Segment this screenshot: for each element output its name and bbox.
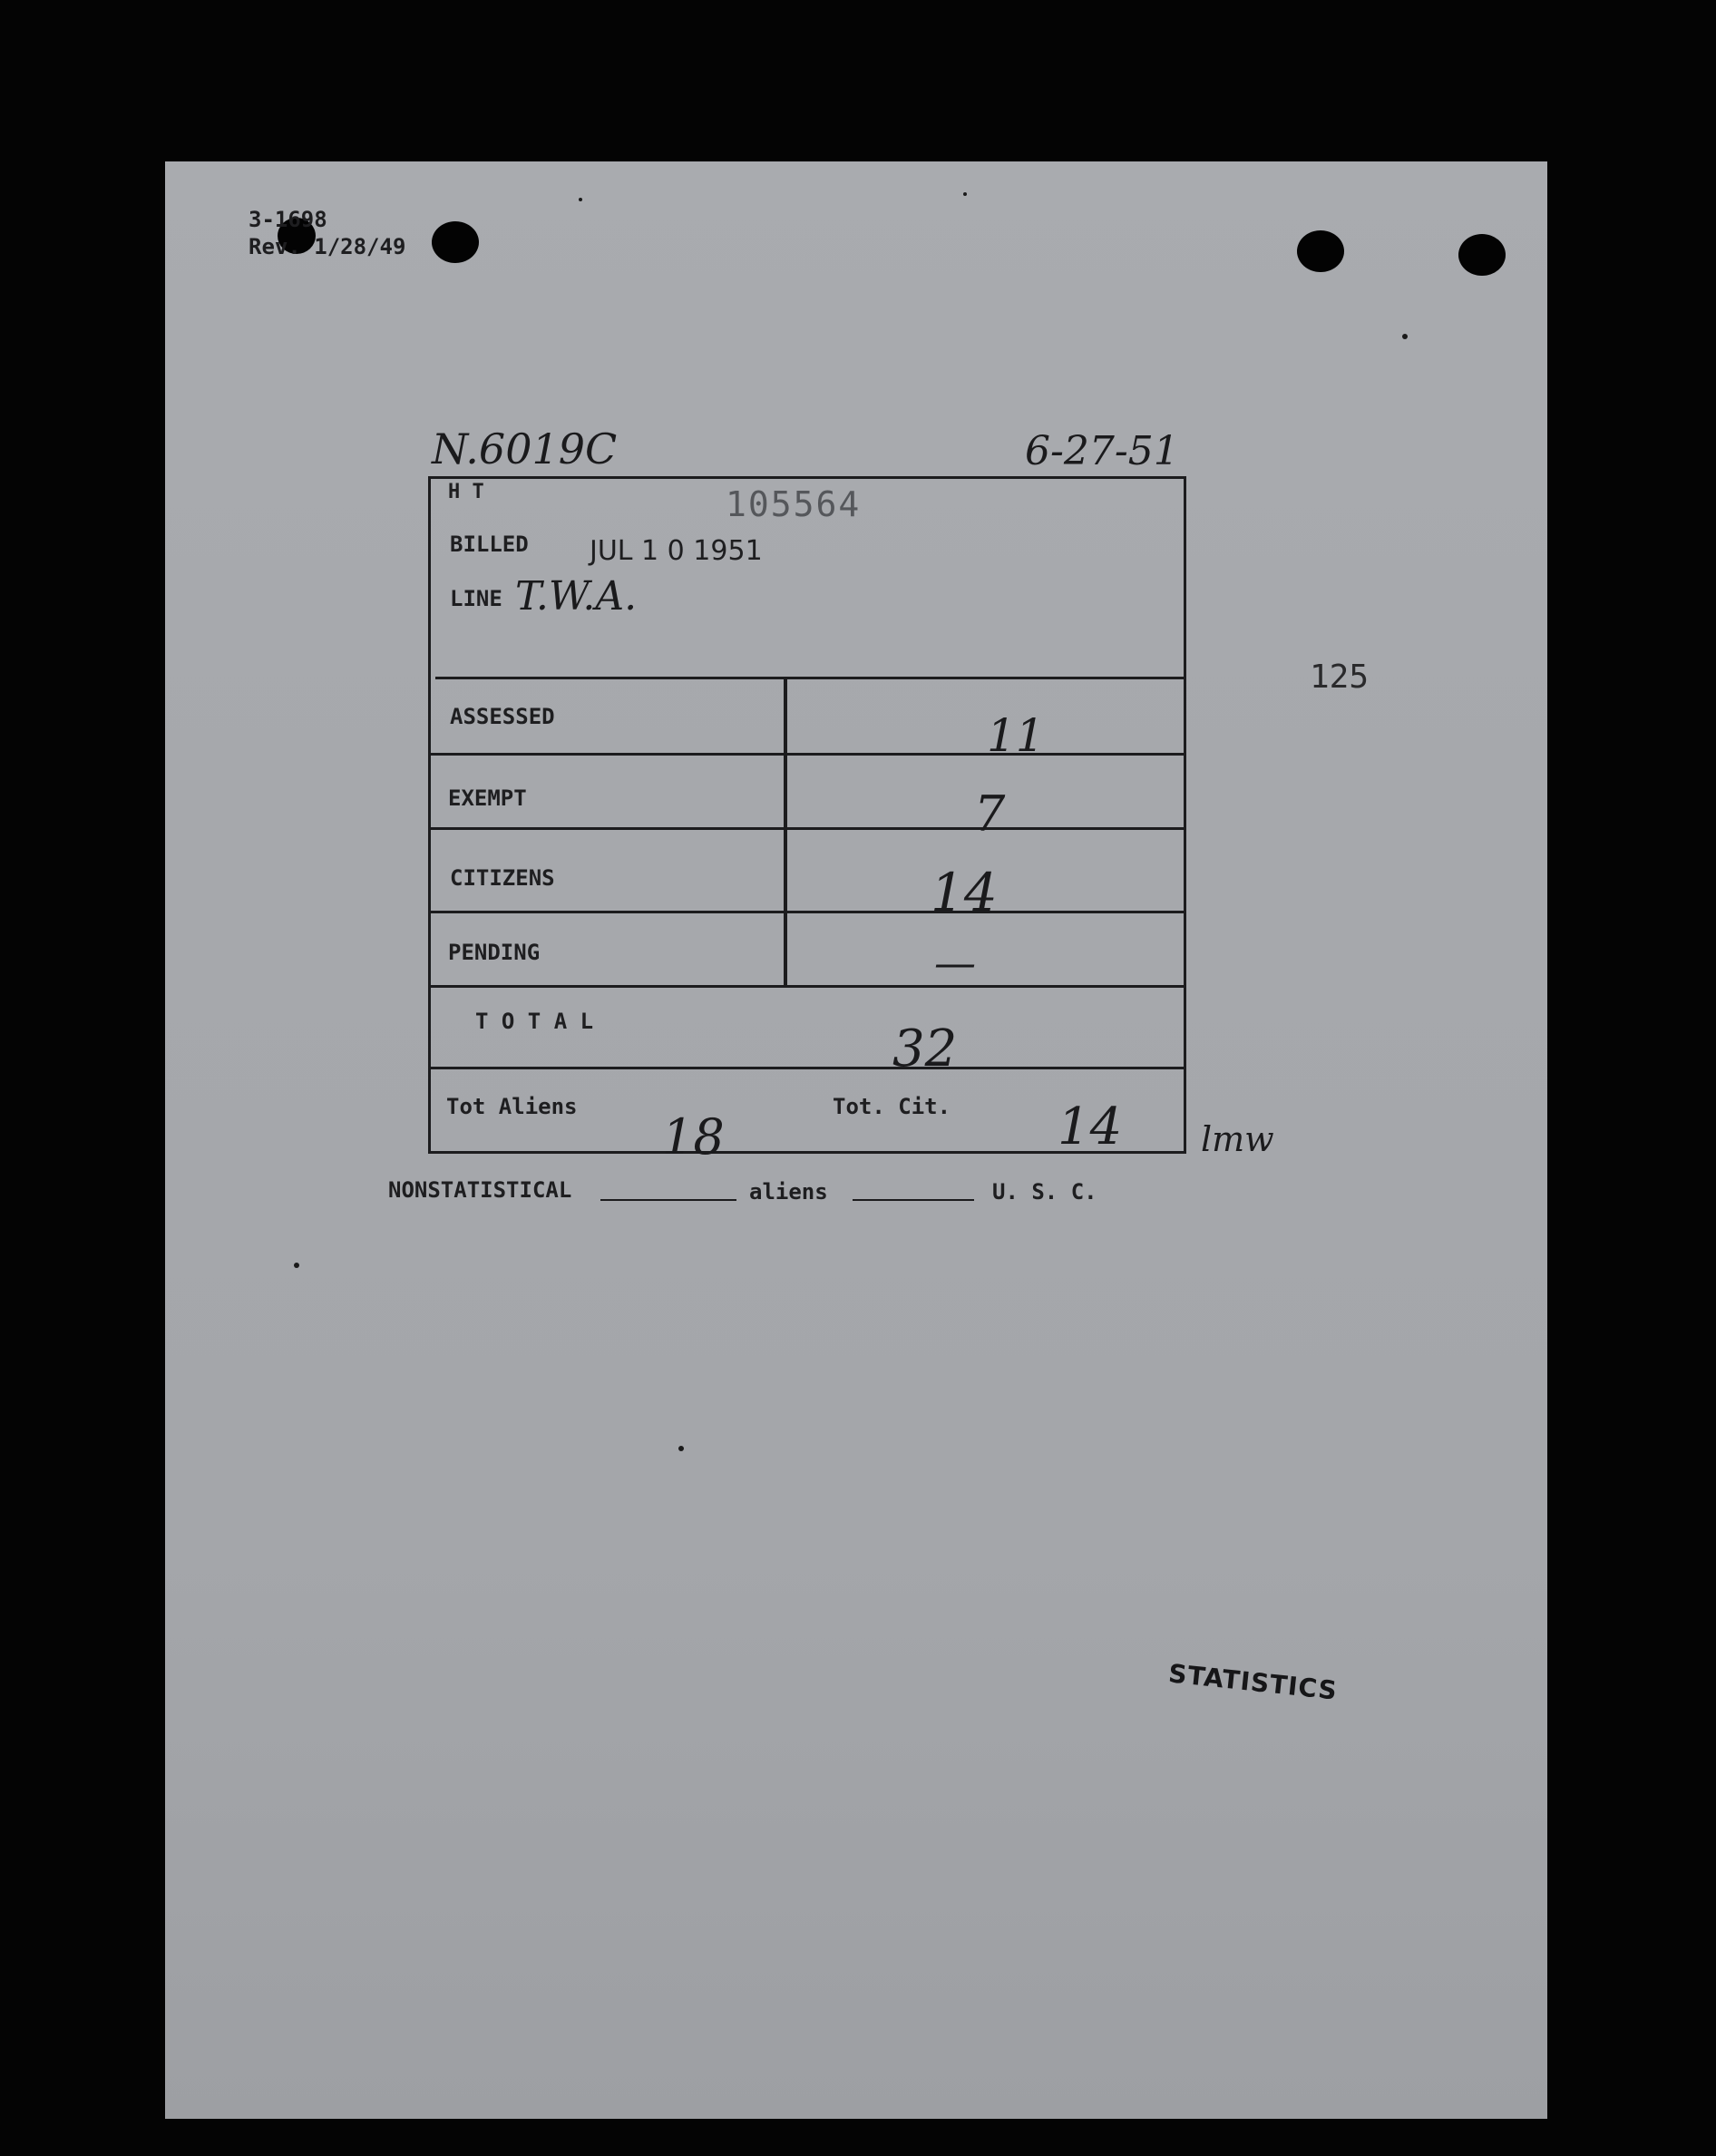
ht-label: H T [448, 481, 484, 503]
divider-citizens [428, 911, 1186, 913]
citizens-value-handwritten: 14 [931, 862, 998, 923]
punch-hole-left [432, 221, 479, 263]
punch-hole-right-2 [1458, 234, 1506, 276]
initials-handwritten: lmw [1201, 1119, 1274, 1159]
date-handwritten: 6-27-51 [1025, 428, 1179, 474]
assessed-label: ASSESSED [450, 704, 555, 729]
usc-label: U. S. C. [992, 1179, 1097, 1205]
divider-total [428, 1067, 1186, 1069]
total-value-handwritten: 32 [892, 1019, 958, 1078]
nonstatistical-blank [600, 1199, 736, 1201]
exempt-label: EXEMPT [448, 785, 527, 811]
speck [1402, 334, 1408, 339]
form-number: 3-1698 [249, 207, 327, 232]
tot-aliens-label: Tot Aliens [446, 1094, 578, 1119]
total-label: T O T A L [475, 1009, 594, 1034]
flight-number-handwritten: N.6019C [432, 424, 618, 473]
page-number: 125 [1310, 659, 1370, 696]
line-value-handwritten: T.W.A. [515, 573, 638, 619]
aliens-blank [853, 1199, 974, 1201]
tot-cit-value-handwritten: 14 [1058, 1098, 1123, 1156]
statistics-stamp: STATISTICS [1166, 1658, 1340, 1706]
speck [963, 192, 967, 196]
pending-value-handwritten: — [934, 938, 976, 987]
line-label: LINE [450, 586, 502, 611]
tot-cit-label: Tot. Cit. [833, 1094, 951, 1119]
pending-label: PENDING [448, 940, 541, 965]
column-divider [784, 678, 787, 985]
speck [294, 1263, 299, 1268]
speck [579, 198, 582, 201]
exempt-value-handwritten: 7 [974, 785, 1006, 843]
form-revision: Rev. 1/28/49 [249, 234, 406, 259]
divider-header [435, 677, 1186, 679]
divider-assessed [428, 753, 1186, 756]
nonstatistical-label: NONSTATISTICAL [388, 1177, 572, 1203]
billed-label: BILLED [450, 532, 529, 557]
serial-number: 105564 [726, 484, 862, 524]
divider-exempt [428, 827, 1186, 830]
assessed-value-handwritten: 11 [987, 709, 1045, 762]
tot-aliens-value-handwritten: 18 [662, 1108, 725, 1166]
speck [678, 1446, 684, 1451]
punch-hole-right-1 [1297, 230, 1344, 272]
citizens-label: CITIZENS [450, 865, 555, 891]
billed-date-stamp: JUL 1 0 1951 [590, 535, 763, 567]
divider-pending [428, 985, 1186, 988]
aliens-label: aliens [749, 1179, 828, 1205]
